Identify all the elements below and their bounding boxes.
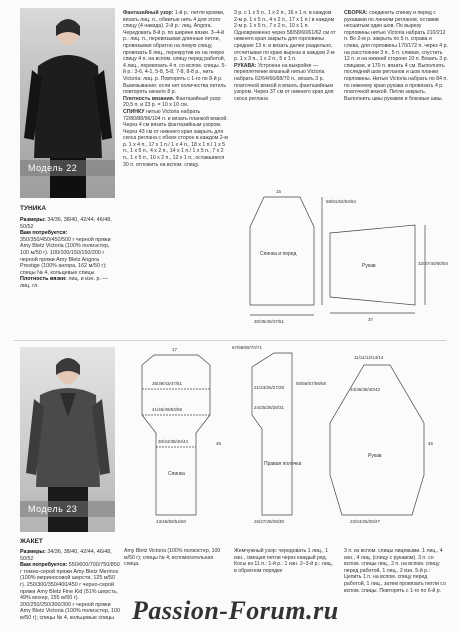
section-divider	[14, 340, 446, 341]
sleeve-heading: РУКАВА:	[234, 62, 257, 69]
tunic-sleeve-label: Рукав	[362, 263, 376, 269]
jacket-back-bottom-dim: 43/46/50/54/60	[156, 519, 187, 524]
jacket-back-r2-dim: 41/45/49/53/59	[152, 407, 183, 412]
jacket-col-1-text: Amy Bletz Victoria (100% полиэстер, 100 м/50 г); спицы № 4; вспомогательная спица.	[124, 548, 222, 568]
jacket-back-r1-dim: 35/39/43/47/51	[152, 381, 183, 386]
jacket-col-3-text: 3 п. из вспом. спицы лицевыми. 1 лиц., 4 изн., 4 лиц. (спицу с рукавом). 3 п. со вспом. спицы лиц., 2 п. на вспом. спицу перед работой, 1 лиц., 2 изн. 5-й р.: Цепить 1 п. на вспом. спицу перед работой, 1 лиц., затем провязать петли со вспом. спицы. Повторять с 1-го по 6-й р.	[344, 548, 448, 594]
jacket-front-label: Правая полочка	[264, 461, 302, 467]
jacket-sleeve-r1-dim: 34/36/38/40/42	[350, 387, 381, 392]
tunic-sleeve-top-dim: 32/37/40/50/54	[418, 261, 449, 266]
density-heading: Плотность вязания.	[123, 95, 175, 102]
tunic-yarn: 350/350/450/450/500 г черной пряжи Amy Bletz Victoria (100% полиэстер, 100 м/50 г). 100/100/150/150/200 г черной пряжи Amy Bletz Angora Prestige (100% ангора, 162 м/50 г); спицы № 4, кольцевые спицы	[20, 236, 111, 276]
jacket-back-outline	[142, 355, 210, 515]
jacket-materials	[20, 549, 120, 622]
jacket-sleeve-label: Рукав	[368, 453, 382, 459]
jacket-pattern-diagram	[124, 345, 450, 525]
pattern-column	[123, 10, 228, 168]
density-text: Фантазийный узор: 20,5 п. и 23 р. = 10 х 10 см.	[123, 95, 224, 109]
right-column	[344, 10, 448, 102]
back-heading: СПИНКУ	[123, 108, 145, 115]
jacket-sleeve-top-dim: 11/11/12/14/14	[354, 355, 384, 360]
tunic-model-photo	[20, 8, 115, 198]
tunic-density: лиц. и изн. р. — лиц. гл.	[20, 276, 108, 289]
tunic-body-label: Спинка и перед	[260, 251, 297, 257]
jacket-model-photo	[20, 347, 115, 532]
pattern-heading: Фантазийный узор:	[123, 10, 174, 16]
jacket-front-bottom-dim: 26/27/28/29/30	[254, 519, 285, 524]
tunic-pattern-diagram	[240, 185, 450, 330]
tunic-materials	[20, 217, 118, 290]
jacket-col-2	[234, 548, 337, 574]
model-label-bottom: Модель 23	[20, 501, 115, 517]
assembly-heading: СБОРКА:	[344, 10, 368, 16]
middle-column	[234, 10, 337, 102]
jacket-back-side-dim: 45	[216, 441, 222, 446]
tunic-sizes: 34/36, 38/40, 42/44, 46/48, 50/52	[20, 217, 112, 230]
jacket-back-label: Спинка	[168, 471, 185, 477]
jacket-sizes-label: Размеры:	[20, 549, 46, 555]
model-label-top: Модель 22	[20, 160, 115, 176]
tunic-yarn-label: Вам потребуется:	[20, 230, 68, 237]
tunic-sizes-label: Размеры:	[20, 217, 46, 223]
sleeve-text: Устроена на выкройке — переплетение вязаный нитью Victoria набрать 62/64/66/68/70 п., вязать 3 р. платочной вязкой и вязать фантазийным узором. Через 37 см от нижнего края для скоса реглана	[234, 62, 335, 102]
watermark: Passion-Forum.ru	[132, 596, 339, 625]
jacket-col-3	[344, 548, 448, 594]
tunic-shoulder-dim: 58/61/62/63/64	[326, 199, 357, 204]
assembly-text: соединить спинку и перед с рукавами по линиям регланов, оставив несшитым один шов. По вырезу горловины нитью Victoria набрать 210/212 п. Во 2-м р. закрыть по 5 п. справа и слева, для горловины 170/172 п. через 4 р. на расстоянии 3 п., 5 п. сливая, спустить 12 п. и на нижней стороне 10 п. Вязать 3 р. спицами, и 170 п. вязать 4 см. Выполнять последний шов регланов и шов планки горловины. Нитью Victoria набрать по 84 п. по нижнему краю рукава и провязать 4 р. платочной вязкой. Петли закрыть. Выполнить швы рукавов и боковые швы.	[344, 10, 450, 102]
jacket-yarn-label: Вам потребуется:	[20, 562, 68, 569]
jacket-sleeve-bottom-dim: 23/24/25/25/27	[350, 519, 381, 524]
jacket-col-2a-text: Жемчужный узор: чередовать 1 лиц., 1 изн., смещая петли через каждый ряд.	[234, 548, 330, 561]
tunic-sleeve-length-dim: 37	[368, 317, 374, 322]
jacket-front-r2-dim: 24/25/28/28/31	[254, 405, 285, 410]
tunic-title: ТУНИКА	[20, 205, 47, 212]
jacket-col-1	[124, 548, 229, 568]
tunic-top-dim: 15	[276, 189, 282, 194]
jacket-yarn: 550/600/700/750/850 г темно-серой пряжи Amy Bletz Merinos (100% мериносовой шерсти, 125 м/50 г). 250/300/350/400/450 г черно-серой пряжи Amy Bletz Fine Kid (51% шерсть, 49% мохер, 155 м/50 г). 200/250/250/300/300 г черной пряжи Amy Bletz Victoria (100% полиэстер, 100 м/50 г); спицы № 4, кольцевые спицы.	[20, 562, 121, 621]
jacket-front-outline	[252, 353, 292, 515]
jacket-front-r1-dim: 21/23/25/27/28	[254, 385, 285, 390]
tunic-density-label: Плотность вязки:	[20, 276, 67, 283]
jacket-front-top-dim: 67/68/69/70/71	[232, 345, 263, 350]
jacket-title: ЖАКЕТ	[20, 538, 43, 545]
back-text: нитью Victoria набрать 72/80/88/96/104 п. и вязать планкой вязкой. Через 4 см вязать фантазийным узором. Через 43 см от нижнего края закрыть для скоса реглана с обеих сторон в каждом 2-м р. 1 х 4 п., 17 х 1 п./ 1 х 4 п., 18 х 1 п./ 1 х 5 п., 1 х 5 п., 4 х 2 п., 14 х 1 п./ 1 х 5 п., 7 х 2 п., 1 х 5 п., 10 х 2 п., 12 х 1 п., оставшиеся 30 п. отложить на вспом. спицу.	[123, 108, 230, 168]
pattern-text: 1-й р.: петля кромки, вязать лиц. п., обвитые нить 4 для этого спицу (4 накида). 2-й р.: лиц. Angora. Чередовать 8-й р. по ширине вязки. 3–4-й р.: лиц. п., перевязывая длинные петли, провязывая обратно на левую спицу, провязать 8 лиц., перекрутив их на левую спицу 4 п. на вспом. спицу перед работой, 4 лиц., перевязать 4 п. со вспом. спицы. 5-й р.: 3-6, 4-1, 5-8, 5-8, 7-8, 8-8 р., нить Victoria: лиц. р. Повторять с 1-го по 8-й р. Вывязывание: если нет количества петель повторять начало 8 р.	[123, 10, 228, 96]
jacket-col-2b-text: Косы из 11 п.: 1-й р.: 1 изн. 2–3-й р.: лиц., в обратном порядке	[234, 561, 336, 574]
jacket-back-top-dim: 17	[172, 347, 178, 352]
jacket-sleeve-side-dim: 46	[428, 441, 434, 446]
middle-text: 3 р. с 1 х 5 п., 1 х 2 п., 16 х 1 п. в каждом 2-м р. 1 х 5 п., 4 х 2 п., 17 х 1 п./ в каждом 2-м р. 1 х 5 п., 7 х 2 п., 10 х 1 п. Одновременно через 58/58/60/61/62 см от нижнего края закрыть для горловины средние 13 п. и вязать далее раздельно, отсчитывая по краю выреза в каждом 2-м р. 1 х 3 п., 1 х 2 п., 5 х 1 п.	[234, 10, 338, 63]
jacket-front-side-dim: 55/56/57/58/58	[296, 381, 327, 386]
tunic-width-dim: 30/35/40/47/51	[254, 319, 285, 324]
jacket-sizes: 34/36, 38/40, 42/44, 46/48, 50/52	[20, 549, 112, 562]
jacket-back-r3-dim: 30/34/38/40/44	[158, 439, 189, 444]
